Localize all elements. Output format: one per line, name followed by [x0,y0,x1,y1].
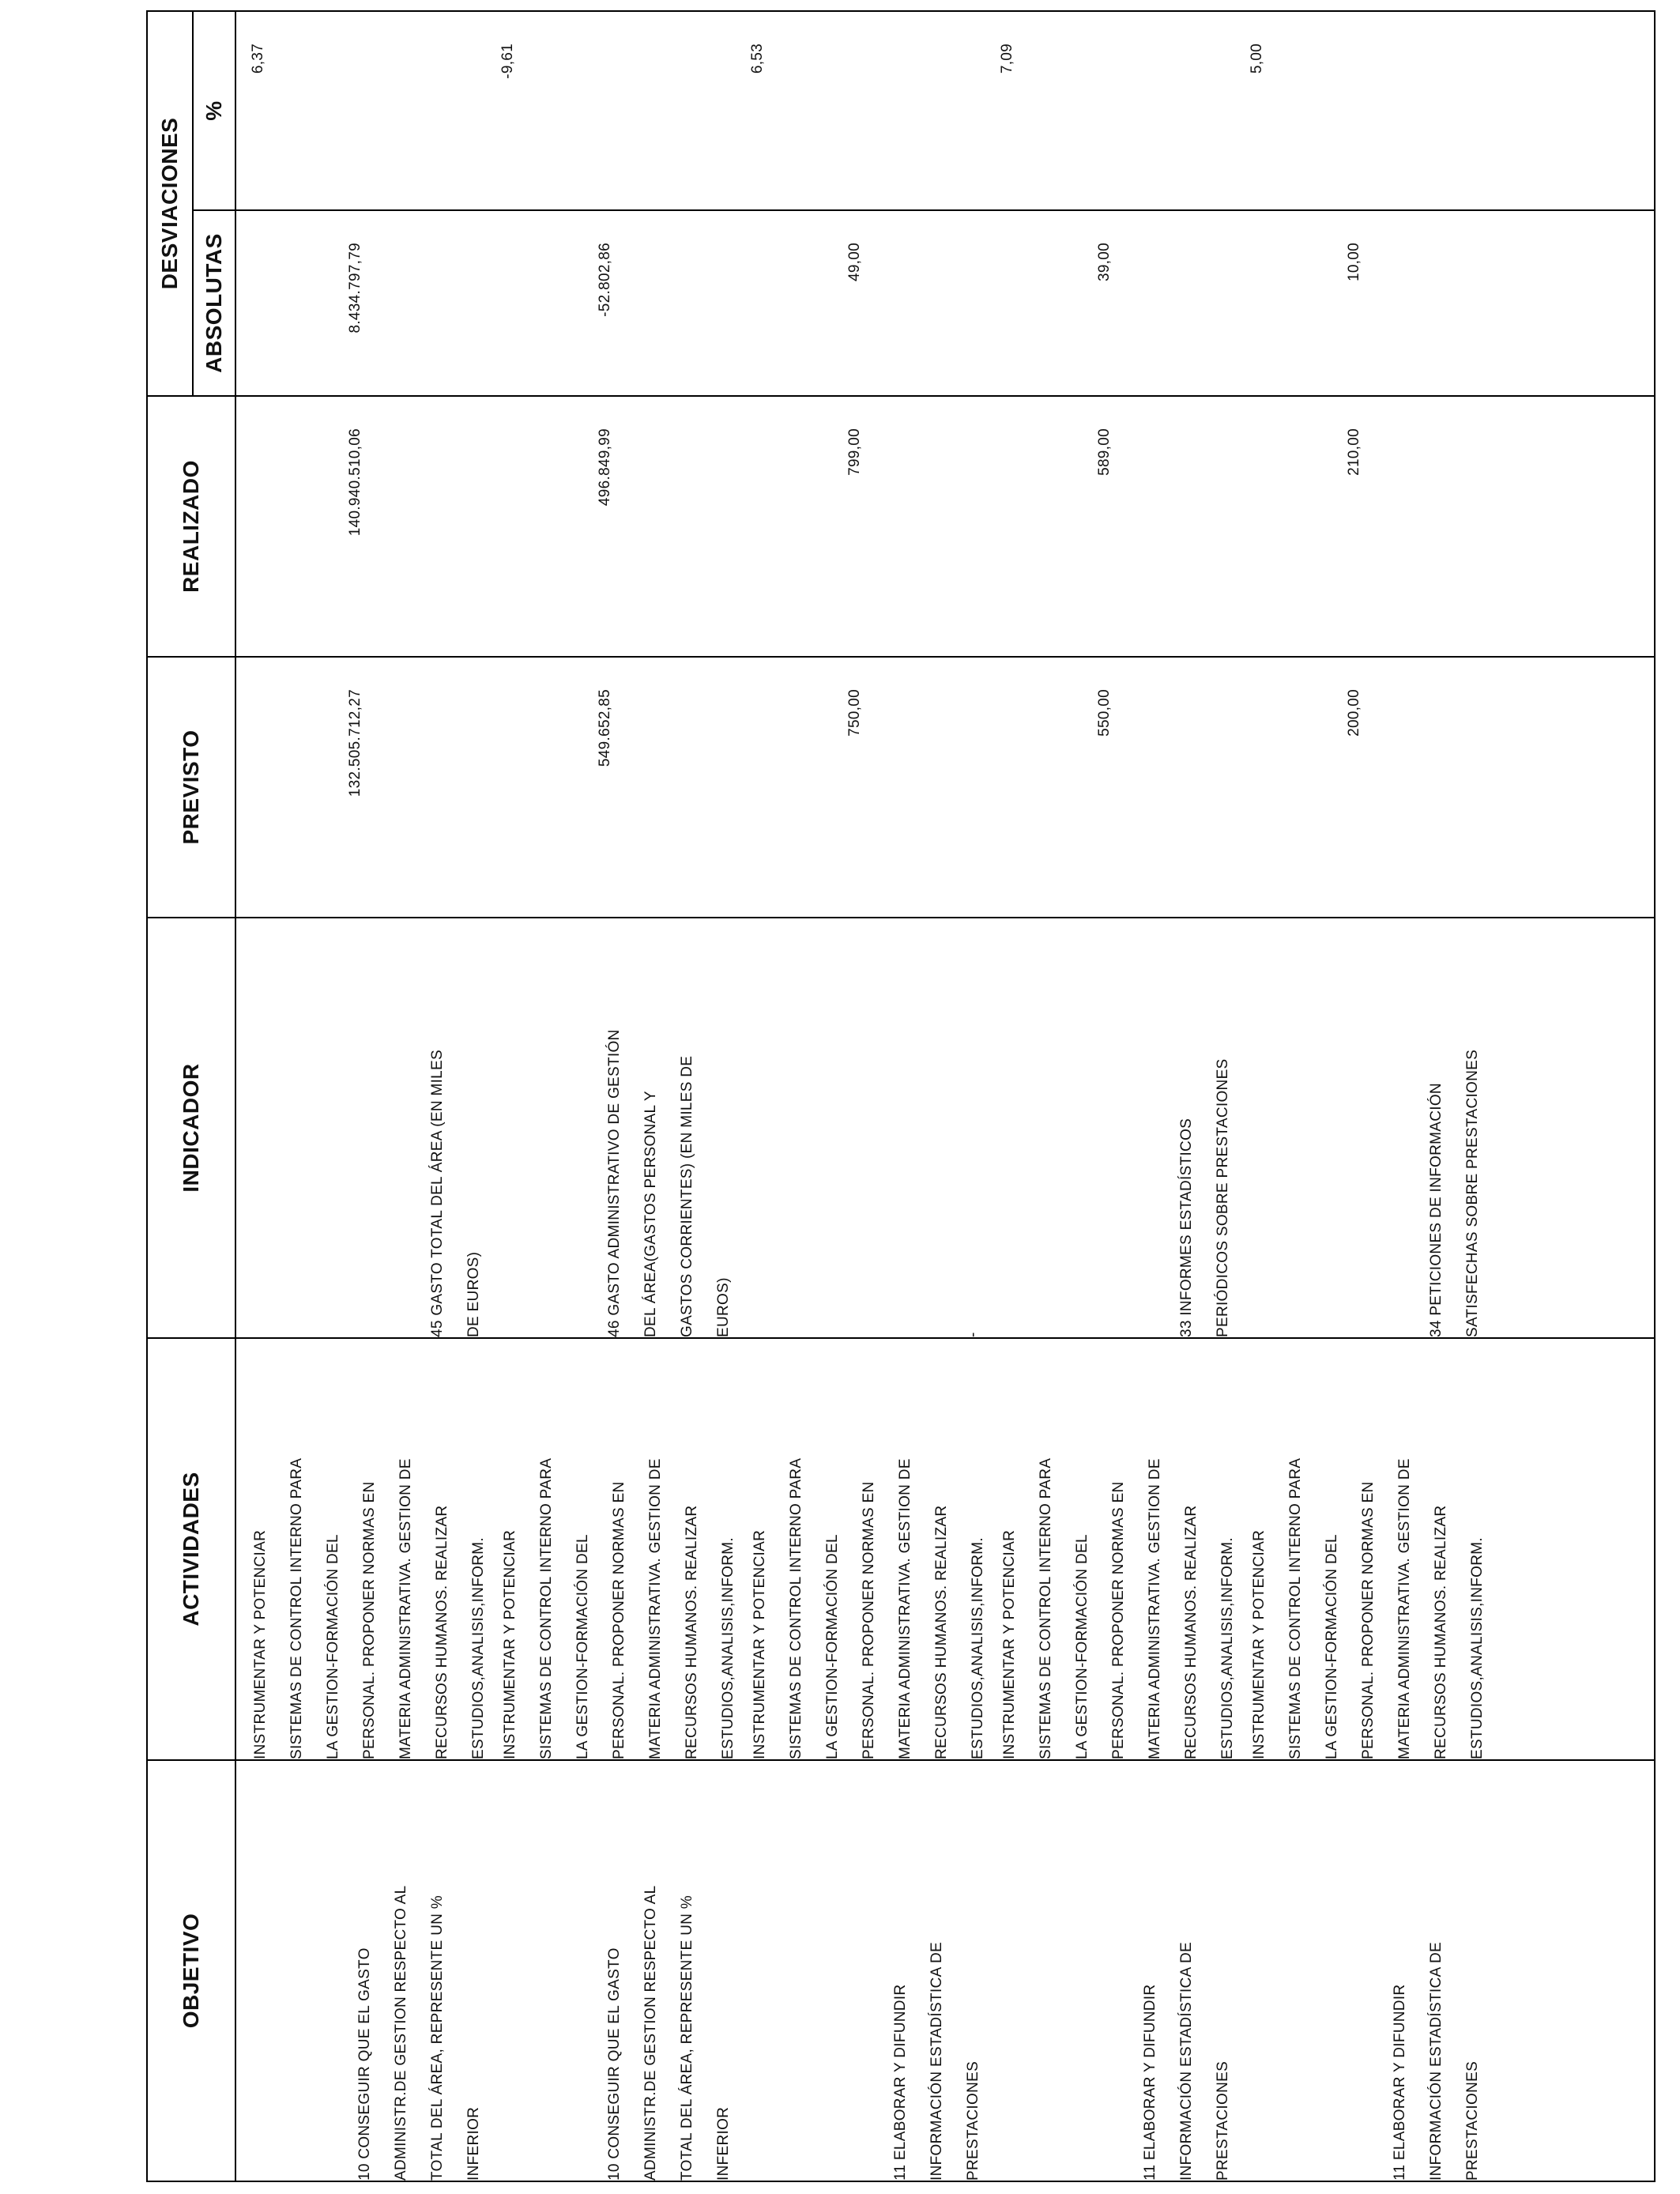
page [146,12,1656,2182]
porcentaje-cell [492,12,742,209]
actividades-line: LA GESTION-FORMACIÓN DEL [824,1534,841,1759]
header-previsto: PREVISTO [147,657,235,918]
porcentaje-value: 6,53 [749,43,766,74]
indicador-line: PERIÓDICOS SOBRE PRESTACIONES [1215,1058,1231,1337]
realizado-cell [243,397,492,656]
actividades-line: SISTEMAS DE CONTROL INTERNO PARA [288,1457,305,1759]
previsto-value: 550,00 [1096,689,1113,737]
header-row [147,11,193,2181]
indicador-line: GASTOS CORRIENTES) (EN MILES DE [679,1055,695,1337]
actividades-line: ESTUDIOS,ANALISIS,INFORM. [1469,1537,1486,1759]
actividades-line: RECURSOS HUMANOS. REALIZAR [1183,1505,1200,1759]
absolutas-cell [992,211,1241,395]
porcentaje-value: -9,61 [499,43,516,79]
actividades-line: RECURSOS HUMANOS. REALIZAR [1433,1505,1449,1759]
actividades-line: PERSONAL. PROPONER NORMAS EN [361,1481,378,1759]
actividades-cell [492,1339,742,1759]
indicador-cell [1241,918,1491,1337]
actividades-cell [742,1339,992,1759]
actividades-line: SISTEMAS DE CONTROL INTERNO PARA [1038,1457,1054,1759]
absolutas-value: 10,00 [1346,243,1362,282]
actividades-line: ESTUDIOS,ANALISIS,INFORM. [970,1537,986,1759]
indicador-line: 45 GASTO TOTAL DEL ÁREA (EN MILES [429,1050,446,1337]
actividades-column [235,1338,1655,1760]
absolutas-cell [243,211,492,395]
actividades-line: PERSONAL. PROPONER NORMAS EN [861,1481,877,1759]
previsto-cell [1241,658,1491,917]
porcentaje-value: 5,00 [1249,43,1265,74]
realizado-value: 210,00 [1346,428,1362,476]
actividades-line: LA GESTION-FORMACIÓN DEL [1074,1534,1090,1759]
realizado-cell [992,397,1241,656]
actividades-line: INSTRUMENTAR Y POTENCIAR [1251,1529,1268,1759]
objectives-table [146,10,1656,2182]
absolutas-value: 49,00 [846,243,863,282]
absolutas-value: 39,00 [1096,243,1113,282]
objetivo-cell [742,1761,992,2181]
absolutas-column [235,210,1655,396]
actividades-line: ESTUDIOS,ANALISIS,INFORM. [1219,1537,1236,1759]
indicador-line: SATISFECHAS SOBRE PRESTACIONES [1464,1049,1481,1337]
actividades-cell [243,1339,492,1759]
header-actividades: ACTIVIDADES [147,1338,235,1760]
actividades-line: LA GESTION-FORMACIÓN DEL [1324,1534,1340,1759]
objetivo-cell [992,1761,1241,2181]
actividades-line: SISTEMAS DE CONTROL INTERNO PARA [538,1457,555,1759]
indicador-cell [243,918,492,1337]
realizado-cell [742,397,992,656]
objetivo-cell [492,1761,742,2181]
actividades-cell [992,1339,1241,1759]
indicador-cell [992,918,1241,1337]
previsto-value: 132.505.712,27 [347,689,363,797]
previsto-column [235,657,1655,918]
actividades-line: INSTRUMENTAR Y POTENCIAR [502,1529,518,1759]
indicador-line: 33 INFORMES ESTADÍSTICOS [1178,1118,1195,1337]
absolutas-value: 8.434.797,79 [347,243,363,334]
indicador-line: 46 GASTO ADMINISTRATIVO DE GESTIÓN [606,1029,623,1337]
realizado-cell [492,397,742,656]
previsto-cell [742,658,992,917]
header-absolutas: ABSOLUTAS [193,210,235,396]
actividades-line: MATERIA ADMINISTRATIVA. GESTION DE [1396,1458,1413,1759]
objetivo-line: PRESTACIONES [1464,2060,1481,2181]
actividades-line: RECURSOS HUMANOS. REALIZAR [684,1505,700,1759]
actividades-line: LA GESTION-FORMACIÓN DEL [325,1534,341,1759]
porcentaje-cell [243,12,492,209]
actividades-line: ESTUDIOS,ANALISIS,INFORM. [470,1537,487,1759]
actividades-line: INSTRUMENTAR Y POTENCIAR [1001,1529,1018,1759]
realizado-column [235,396,1655,657]
absolutas-cell [492,211,742,395]
objetivo-line: ADMINISTR.DE GESTION RESPECTO AL [393,1885,409,2181]
objetivo-line: INFORMACIÓN ESTADÍSTICA DE [1178,1942,1195,2181]
objetivo-line: TOTAL DEL ÁREA, REPRESENTE UN % [429,1895,446,2181]
realizado-value: 799,00 [846,428,863,476]
header-realizado: REALIZADO [147,396,235,657]
objetivo-cell [243,1761,492,2181]
absolutas-cell [1241,211,1491,395]
realizado-value: 496.849,99 [597,428,613,507]
previsto-cell [492,658,742,917]
table-body-row [235,11,1655,2181]
objetivo-line: 11 ELABORAR Y DIFUNDIR [1142,1984,1158,2181]
previsto-value: 549.652,85 [597,689,613,767]
objetivo-line: INFORMACIÓN ESTADÍSTICA DE [929,1942,945,2181]
header-porcentaje: % [193,11,235,210]
absolutas-cell [742,211,992,395]
actividades-line: SISTEMAS DE CONTROL INTERNO PARA [1287,1457,1304,1759]
objetivo-line: PRESTACIONES [1215,2060,1231,2181]
indicador-cell [492,918,742,1337]
porcentaje-cell [1241,12,1491,209]
indicador-line: DEL ÁREA(GASTOS PERSONAL Y [642,1091,659,1337]
header-indicador: INDICADOR [147,918,235,1338]
actividades-line: RECURSOS HUMANOS. REALIZAR [434,1505,450,1759]
objetivo-column [235,1760,1655,2181]
indicador-column [235,918,1655,1338]
actividades-cell [1241,1339,1491,1759]
actividades-line: LA GESTION-FORMACIÓN DEL [574,1534,591,1759]
porcentaje-value: 7,09 [999,43,1015,74]
porcentaje-column [235,11,1655,210]
header-desviaciones: DESVIACIONES [147,11,193,396]
absolutas-value: -52.802,86 [597,243,613,317]
actividades-line: PERSONAL. PROPONER NORMAS EN [1360,1481,1377,1759]
actividades-line: RECURSOS HUMANOS. REALIZAR [933,1505,950,1759]
realizado-value: 589,00 [1096,428,1113,476]
actividades-line: MATERIA ADMINISTRATIVA. GESTION DE [897,1458,913,1759]
indicador-line: - [965,1332,981,1337]
objetivo-line: TOTAL DEL ÁREA, REPRESENTE UN % [679,1895,695,2181]
actividades-line: INSTRUMENTAR Y POTENCIAR [252,1529,269,1759]
objetivo-line: 11 ELABORAR Y DIFUNDIR [1392,1984,1408,2181]
indicador-line: 34 PETICIONES DE INFORMACIÓN [1428,1083,1445,1337]
objetivo-line: INFERIOR [465,2106,482,2181]
porcentaje-cell [742,12,992,209]
objetivo-line: 10 CONSEGUIR QUE EL GASTO [606,1947,623,2181]
objetivo-line: INFERIOR [715,2106,732,2181]
actividades-line: ESTUDIOS,ANALISIS,INFORM. [720,1537,736,1759]
rotated-report [146,12,1656,2182]
actividades-line: SISTEMAS DE CONTROL INTERNO PARA [788,1457,804,1759]
indicador-line: EUROS) [715,1277,732,1337]
indicador-cell [742,918,992,1337]
objetivo-line: INFORMACIÓN ESTADÍSTICA DE [1428,1942,1445,2181]
actividades-line: MATERIA ADMINISTRATIVA. GESTION DE [1147,1458,1163,1759]
header-objetivo: OBJETIVO [147,1760,235,2181]
realizado-cell [1241,397,1491,656]
previsto-cell [992,658,1241,917]
porcentaje-cell [992,12,1241,209]
indicador-line: DE EUROS) [465,1251,482,1337]
objetivo-line: 10 CONSEGUIR QUE EL GASTO [356,1947,373,2181]
previsto-cell [243,658,492,917]
actividades-line: MATERIA ADMINISTRATIVA. GESTION DE [397,1458,414,1759]
objetivo-line: ADMINISTR.DE GESTION RESPECTO AL [642,1885,659,2181]
actividades-line: MATERIA ADMINISTRATIVA. GESTION DE [647,1458,664,1759]
realizado-value: 140.940.510,06 [347,428,363,537]
objetivo-line: 11 ELABORAR Y DIFUNDIR [892,1984,909,2181]
objetivo-line: PRESTACIONES [965,2060,981,2181]
previsto-value: 750,00 [846,689,863,737]
actividades-line: PERSONAL. PROPONER NORMAS EN [611,1481,627,1759]
actividades-line: INSTRUMENTAR Y POTENCIAR [751,1529,768,1759]
porcentaje-value: 6,37 [250,43,266,74]
previsto-value: 200,00 [1346,689,1362,737]
objetivo-cell [1241,1761,1491,2181]
actividades-line: PERSONAL. PROPONER NORMAS EN [1110,1481,1127,1759]
